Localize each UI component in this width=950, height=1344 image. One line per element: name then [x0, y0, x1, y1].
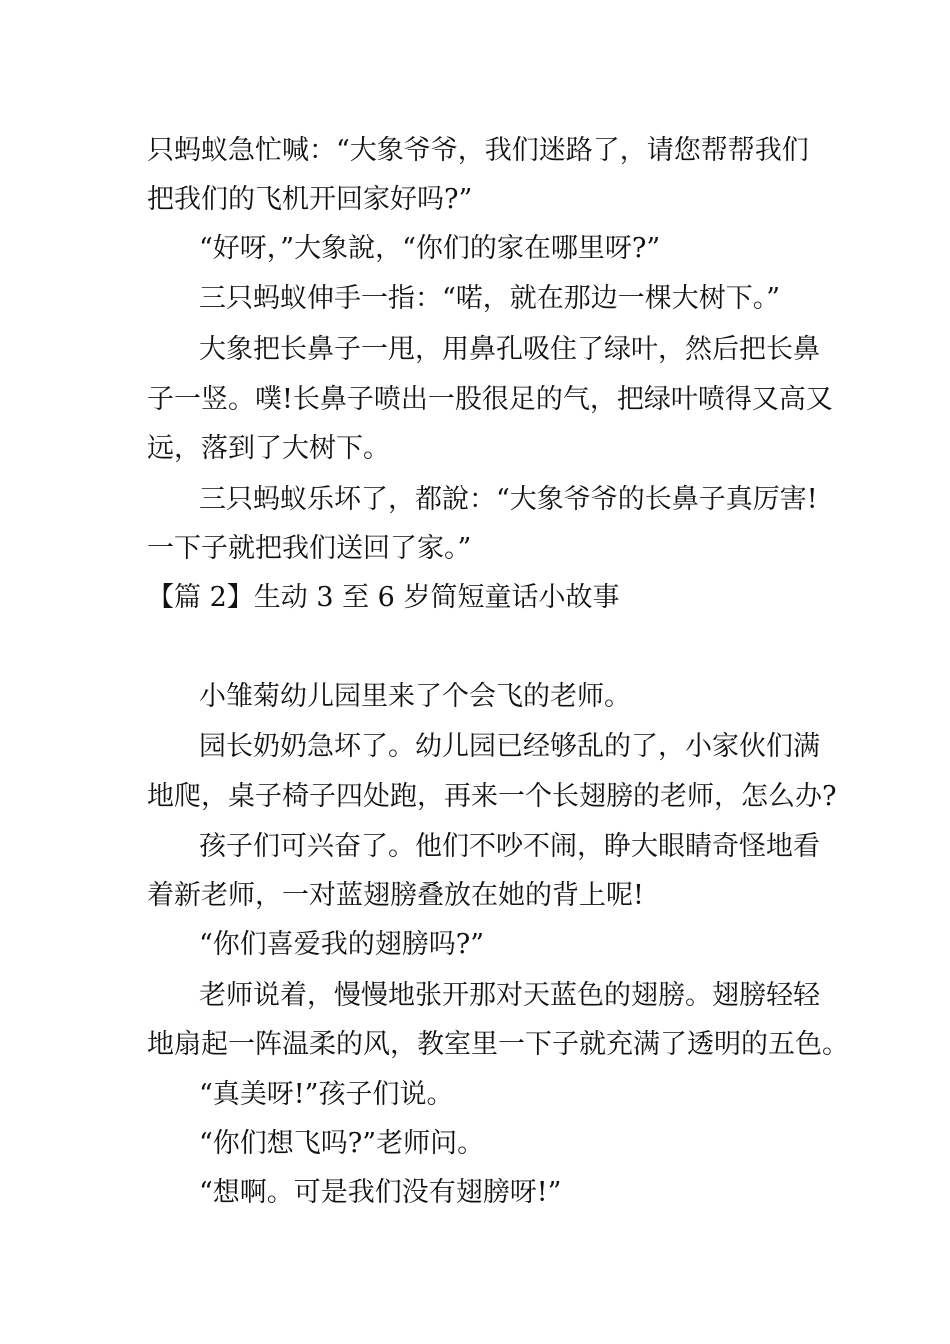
text-line: 孩子们可兴奋了。他们不吵不闹，睁大眼睛奇怪地看 [199, 831, 820, 862]
text-line: “你们想飞吗?”老师问。 [199, 1128, 485, 1159]
section-heading: 【篇 2】生动 3 至 6 岁简短童话小故事 [147, 582, 620, 613]
text-line: 远，落到了大树下。 [147, 433, 390, 464]
text-line: 三只蚂蚁乐坏了，都說：“大象爷爷的长鼻子真厉害! [199, 484, 818, 515]
text-line: 大象把长鼻子一甩，用鼻孔吸住了绿叶，然后把长鼻 [199, 334, 820, 365]
text-line: 三只蚂蚁伸手一指：“喏，就在那边一棵大树下。” [199, 283, 781, 314]
text-line: 子一竖。噗!长鼻子喷出一股很足的气，把绿叶喷得又高又 [147, 384, 833, 415]
text-line: “真美呀!”孩子们说。 [199, 1079, 454, 1110]
text-line: 只蚂蚁急忙喊：“大象爷爷，我们迷路了，请您帮帮我们 [147, 135, 809, 166]
text-line: 着新老师，一对蓝翅膀叠放在她的背上呢! [147, 880, 644, 911]
text-line: 一下子就把我们送回了家。” [147, 533, 472, 564]
text-line: 老师说着，慢慢地张开那对天蓝色的翅膀。翅膀轻轻 [199, 980, 820, 1011]
text-line: “你们喜爱我的翅膀吗?” [199, 929, 485, 960]
text-line: 地爬，桌子椅子四处跑，再来一个长翅膀的老师，怎么办? [147, 781, 837, 812]
text-line: “想啊。可是我们没有翅膀呀!” [199, 1177, 562, 1208]
text-line: 地扇起一阵温柔的风，教室里一下子就充满了透明的五色。 [147, 1029, 849, 1060]
text-line: “好呀，”大象說，“你们的家在哪里呀?” [199, 233, 661, 264]
text-line: 园长奶奶急坏了。幼儿园已经够乱的了，小家伙们满 [199, 731, 820, 762]
text-line: 把我们的飞机开回家好吗?” [147, 184, 473, 215]
text-line: 小雏菊幼儿园里来了个会飞的老师。 [199, 681, 631, 712]
